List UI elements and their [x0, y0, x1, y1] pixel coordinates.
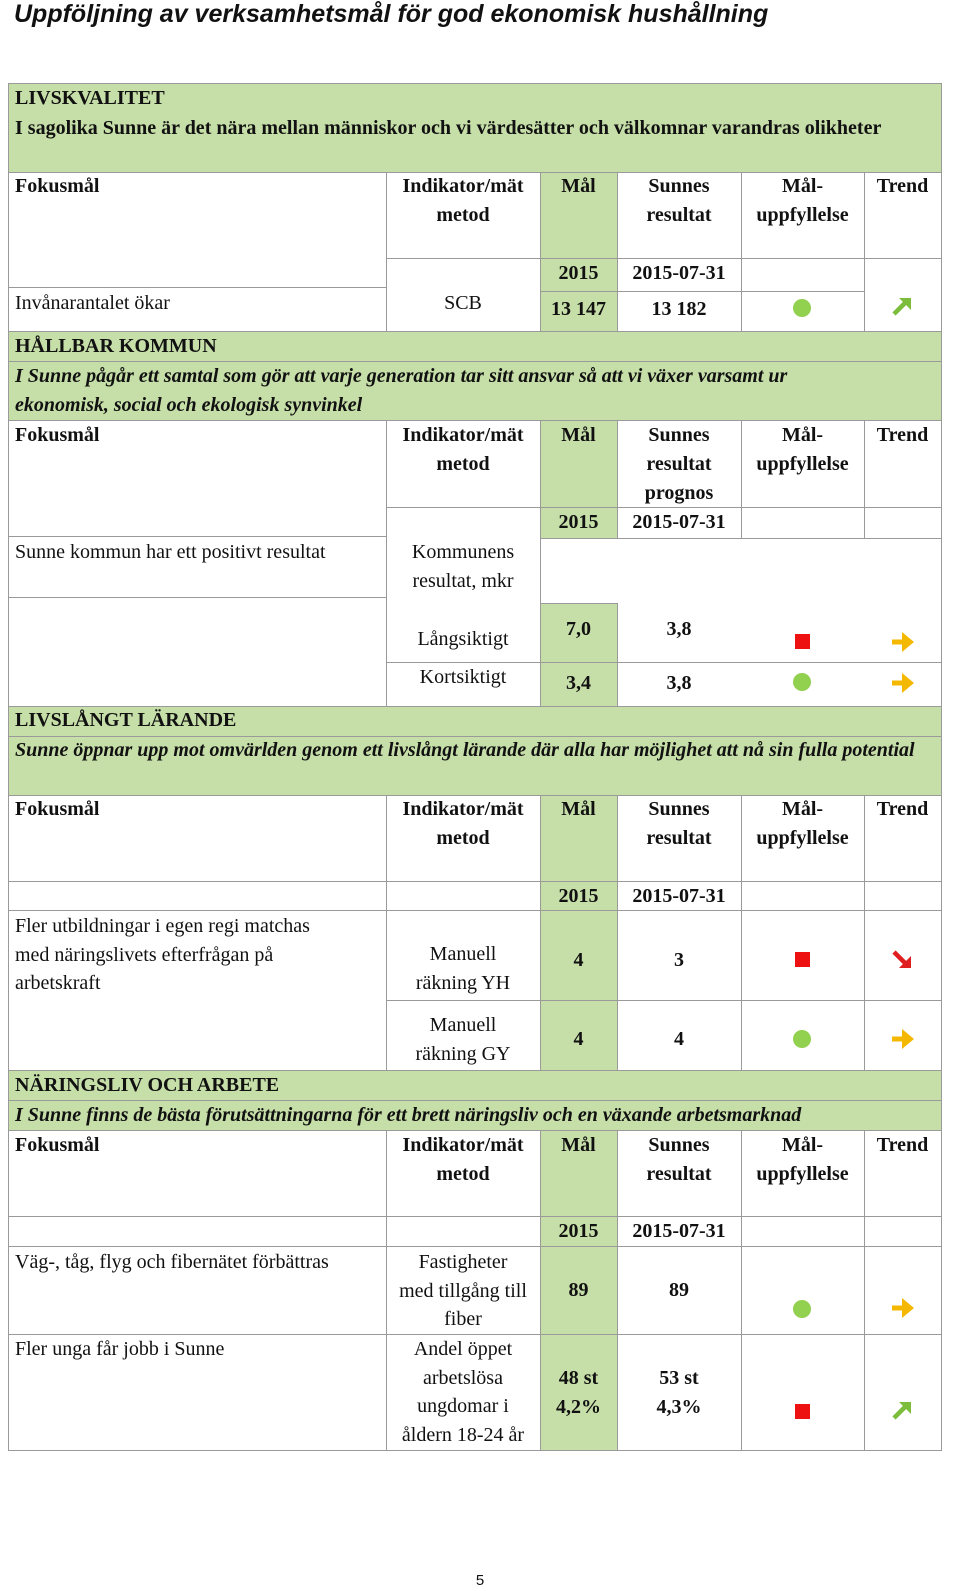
header-indikator: Indikator/mät — [402, 424, 524, 446]
header-indikator: Indikator/mät — [402, 1134, 524, 1156]
header-sunnes: Sunnes — [648, 175, 710, 197]
header-mal: Mål — [561, 424, 596, 446]
target-cell: 7,0 — [566, 618, 591, 640]
header-indikator-2: metod — [436, 453, 490, 475]
goal-cell: Invånarantalet ökar — [15, 292, 170, 314]
year-result: 2015-07-31 — [632, 885, 726, 907]
goal-cell: Fler utbildningar i egen regi matchas — [15, 915, 310, 937]
section-heading: LIVSLÅNGT LÄRANDE — [15, 709, 237, 731]
header-sunnes-2: resultat — [646, 1163, 712, 1185]
indicator-cell: Manuell — [429, 1014, 497, 1036]
header-trend: Trend — [876, 175, 929, 197]
goal-cell-3: arbetskraft — [15, 972, 101, 994]
year-mal: 2015 — [558, 262, 599, 284]
header-sunnes: Sunnes — [648, 798, 710, 820]
target-cell: 89 — [568, 1279, 589, 1301]
status-green-circle-icon — [793, 1030, 811, 1048]
status-red-square-icon — [795, 1404, 810, 1419]
indicator-cell-2: räkning GY — [415, 1043, 511, 1065]
trend-right-arrow-icon — [890, 670, 916, 696]
header-fokusmal: Fokusmål — [15, 798, 100, 820]
indicator-cell: Fastigheter — [418, 1251, 508, 1273]
header-mal: Mål — [561, 1134, 596, 1156]
section-vision: Sunne öppnar upp mot omvärlden genom ett livslångt lärande där alla har möjlighet att nå sin fulla potential — [15, 739, 915, 761]
status-green-circle-icon — [793, 299, 811, 317]
year-result: 2015-07-31 — [632, 511, 726, 533]
year-mal: 2015 — [558, 1220, 599, 1242]
result-cell: 3,8 — [666, 618, 692, 640]
header-maluppfyllelse-2: uppfyllelse — [756, 1163, 849, 1185]
target-cell: 13 147 — [551, 298, 606, 320]
indicator-cell: Andel öppet — [413, 1338, 513, 1360]
page-number: 5 — [475, 1572, 485, 1589]
header-sunnes-2: resultat — [646, 827, 712, 849]
indicator-cell-2: med tillgång till — [399, 1280, 527, 1302]
target-cell: 4 — [573, 1028, 584, 1050]
header-mal: Mål — [561, 175, 596, 197]
target-cell: 4 — [573, 949, 584, 971]
indicator-cell-3: fiber — [444, 1308, 482, 1330]
header-prognos: prognos — [644, 482, 714, 504]
section-vision: I sagolika Sunne är det nära mellan människor och vi värdesätter och välkomnar varandras olikheter — [15, 117, 882, 139]
indicator-cell-2: resultat, mkr — [412, 570, 514, 592]
section-vision: I Sunne pågår ett samtal som gör att varje generation tar sitt ansvar så att vi växer varsamt ur ekonomisk, social och ekologisk synvinkel — [15, 365, 788, 416]
header-maluppfyllelse-2: uppfyllelse — [756, 204, 849, 226]
header-sunnes-2: resultat — [646, 453, 712, 475]
result-cell: 53 st — [659, 1367, 699, 1389]
header-trend: Trend — [876, 424, 929, 446]
result-cell: 3 — [674, 949, 684, 971]
indicator-cell: Kortsiktigt — [419, 666, 507, 688]
indicator-cell: Långsiktigt — [417, 628, 509, 650]
year-mal: 2015 — [558, 511, 599, 533]
trend-down-right-arrow-icon — [890, 947, 916, 973]
status-green-circle-icon — [793, 673, 811, 691]
status-red-square-icon — [795, 952, 810, 967]
trend-up-right-arrow-icon — [890, 293, 916, 319]
header-maluppfyllelse: Mål- — [781, 424, 824, 446]
header-fokusmal: Fokusmål — [15, 1134, 100, 1156]
header-indikator: Indikator/mät — [402, 798, 524, 820]
header-sunnes-2: resultat — [646, 204, 712, 226]
header-indikator-2: metod — [436, 1163, 490, 1185]
trend-up-right-arrow-icon — [890, 1397, 916, 1423]
goal-cell: Fler unga får jobb i Sunne — [15, 1338, 225, 1360]
status-green-circle-icon — [793, 1300, 811, 1318]
indicator-cell: Manuell — [429, 943, 497, 965]
page-title: Uppföljning av verksamhetsmål för god ekonomisk hushållning — [14, 0, 769, 28]
header-maluppfyllelse: Mål- — [781, 175, 824, 197]
goal-cell: Sunne kommun har ett positivt resultat — [15, 541, 326, 563]
header-sunnes: Sunnes — [648, 424, 710, 446]
section-vision: I Sunne finns de bästa förutsättningarna för ett brett näringsliv och en växande arbetsmarknad — [15, 1104, 802, 1126]
target-cell: 3,4 — [566, 672, 591, 694]
status-red-square-icon — [795, 634, 810, 649]
indicator-cell: Kommunens — [411, 541, 515, 563]
trend-right-arrow-icon — [890, 1026, 916, 1052]
indicator-cell-2: arbetslösa — [423, 1367, 503, 1389]
header-maluppfyllelse: Mål- — [781, 1134, 824, 1156]
header-indikator-2: metod — [436, 827, 490, 849]
target-cell: 48 st — [558, 1367, 599, 1389]
result-cell-2: 4,3% — [656, 1396, 702, 1418]
section-heading: NÄRINGSLIV OCH ARBETE — [15, 1074, 280, 1096]
indicator-cell: SCB — [444, 292, 482, 314]
header-trend: Trend — [876, 798, 929, 820]
header-sunnes: Sunnes — [648, 1134, 710, 1156]
header-trend: Trend — [876, 1134, 929, 1156]
header-mal: Mål — [561, 798, 596, 820]
trend-right-arrow-icon — [890, 1295, 916, 1321]
header-maluppfyllelse-2: uppfyllelse — [756, 827, 849, 849]
result-cell: 3,8 — [666, 672, 692, 694]
goal-cell: Väg-, tåg, flyg och fibernätet förbättras — [15, 1251, 329, 1273]
indicator-cell-2: räkning YH — [415, 972, 511, 994]
section-heading: HÅLLBAR KOMMUN — [15, 335, 217, 357]
target-cell-2: 4,2% — [556, 1396, 601, 1418]
year-result: 2015-07-31 — [632, 1220, 726, 1242]
header-maluppfyllelse: Mål- — [781, 798, 824, 820]
goal-cell-2: med näringslivets efterfrågan på — [15, 944, 274, 966]
result-cell: 13 182 — [651, 298, 707, 320]
result-cell: 4 — [674, 1028, 684, 1050]
trend-right-arrow-icon — [890, 629, 916, 655]
header-fokusmal: Fokusmål — [15, 175, 100, 197]
year-mal: 2015 — [558, 885, 599, 907]
year-result: 2015-07-31 — [632, 262, 726, 284]
indicator-cell-3: ungdomar i — [417, 1395, 509, 1417]
result-cell: 89 — [669, 1279, 689, 1301]
header-fokusmal: Fokusmål — [15, 424, 100, 446]
section-heading: LIVSKVALITET — [15, 87, 165, 109]
header-indikator: Indikator/mät — [402, 175, 524, 197]
indicator-cell-4: åldern 18-24 år — [401, 1424, 525, 1446]
header-maluppfyllelse-2: uppfyllelse — [756, 453, 849, 475]
header-indikator-2: metod — [436, 204, 490, 226]
